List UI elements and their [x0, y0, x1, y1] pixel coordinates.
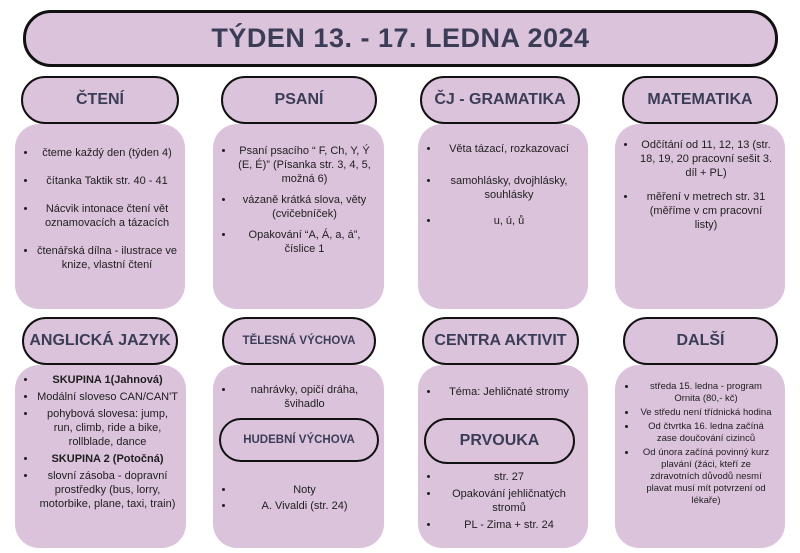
gramatika-list: [418, 124, 588, 228]
hudebni-heading: HUDEBNÍ VÝCHOVA: [219, 418, 379, 462]
list-item: • nahrávky, opičí dráha, švihadlo: [235, 383, 374, 411]
list-item: • pohybová slovesa: jump, run, climb, ride a bike, rollblade, dance: [37, 407, 178, 449]
list-item: • čítanka Taktik str. 40 - 41: [37, 174, 177, 188]
cteni-card: [15, 124, 185, 309]
dalsi-list: [615, 365, 785, 507]
anglicky-list: [15, 365, 186, 511]
prvouka-heading: PRVOUKA: [424, 418, 575, 464]
telesna-list: [213, 365, 384, 411]
centra-heading: CENTRA AKTIVIT: [422, 317, 579, 365]
cteni-list: [15, 124, 185, 272]
list-item: • Ve středu není třídnická hodina: [637, 407, 775, 419]
psani-list: [213, 124, 384, 256]
list-item: • Noty: [235, 483, 374, 497]
list-item: • Od února začíná povinný kurz plavání (žáci, kteří ze zdravotních důvodů nesmí plavat musí mít potvrzení od lékaře): [637, 447, 775, 507]
list-item: • Téma: Jehličnaté stromy: [440, 385, 578, 399]
dalsi-card: [615, 365, 785, 548]
list-item: • str. 27: [440, 470, 578, 484]
matematika-card: [615, 124, 785, 309]
list-item: • čteme každý den (týden 4): [37, 146, 177, 160]
psani-heading: PSANÍ: [221, 76, 377, 124]
list-item: • u, ú, ů: [440, 214, 578, 228]
anglicky-card: [15, 365, 186, 548]
dalsi-heading: DALŠÍ: [623, 317, 778, 365]
prvouka-list: [418, 470, 588, 532]
list-item: • Nácvik intonace čtení vět oznamovacích a tázacích: [37, 202, 177, 230]
gramatika-card: [418, 124, 588, 309]
list-item: • čtenářská dílna - ilustrace ve knize, vlastní čtení: [37, 244, 177, 272]
cteni-heading: ČTENÍ: [21, 76, 179, 124]
list-item: • Psaní psacího “ F, Ch, Y, Ý (E, É)” (Písanka str. 3, 4, 5, možná 6): [235, 144, 374, 186]
list-item: • Opakování jehličnatých stromů: [440, 487, 578, 515]
list-item: • Modální sloveso CAN/CAN'T: [37, 390, 178, 404]
list-item: • samohlásky, dvojhlásky, souhlásky: [440, 174, 578, 202]
centra-list: [418, 365, 588, 399]
list-item: • slovní zásoba - dopravní prostředky (bus, lorry, motorbike, plane, taxi, train): [37, 469, 178, 511]
telesna-heading: TĚLESNÁ VÝCHOVA: [222, 317, 376, 365]
matematika-list: [615, 124, 785, 232]
gramatika-heading: ČJ - GRAMATIKA: [420, 76, 580, 124]
page-title: TÝDEN 13. - 17. LEDNA 2024: [23, 10, 778, 67]
list-item: • A. Vivaldi (str. 24): [235, 499, 374, 513]
hudebni-list: [213, 483, 384, 513]
list-item: • vázaně krátká slova, věty (cvičebníček): [235, 193, 374, 221]
list-item: • měření v metrech str. 31 (měříme v cm pracovní listy): [637, 190, 775, 232]
psani-card: [213, 124, 384, 309]
list-item: • SKUPINA 2 (Potočná): [37, 452, 178, 466]
list-item: • Od čtvrtka 16. ledna začíná zase doučování cizinců: [637, 421, 775, 445]
list-item: • PL - Zima + str. 24: [440, 518, 578, 532]
list-item: • SKUPINA 1(Jahnová): [37, 373, 178, 387]
list-item: • středa 15. ledna - program Ornita (80,- kč): [637, 381, 775, 405]
matematika-heading: MATEMATIKA: [622, 76, 778, 124]
anglicky-heading: ANGLICKÁ JAZYK: [22, 317, 178, 365]
list-item: • Odčítání od 11, 12, 13 (str. 18, 19, 20 pracovní sešit 3. díl + PL): [637, 138, 775, 180]
list-item: • Věta tázací, rozkazovací: [440, 142, 578, 156]
list-item: • Opakování “A, Á, a, á”, číslice 1: [235, 228, 374, 256]
